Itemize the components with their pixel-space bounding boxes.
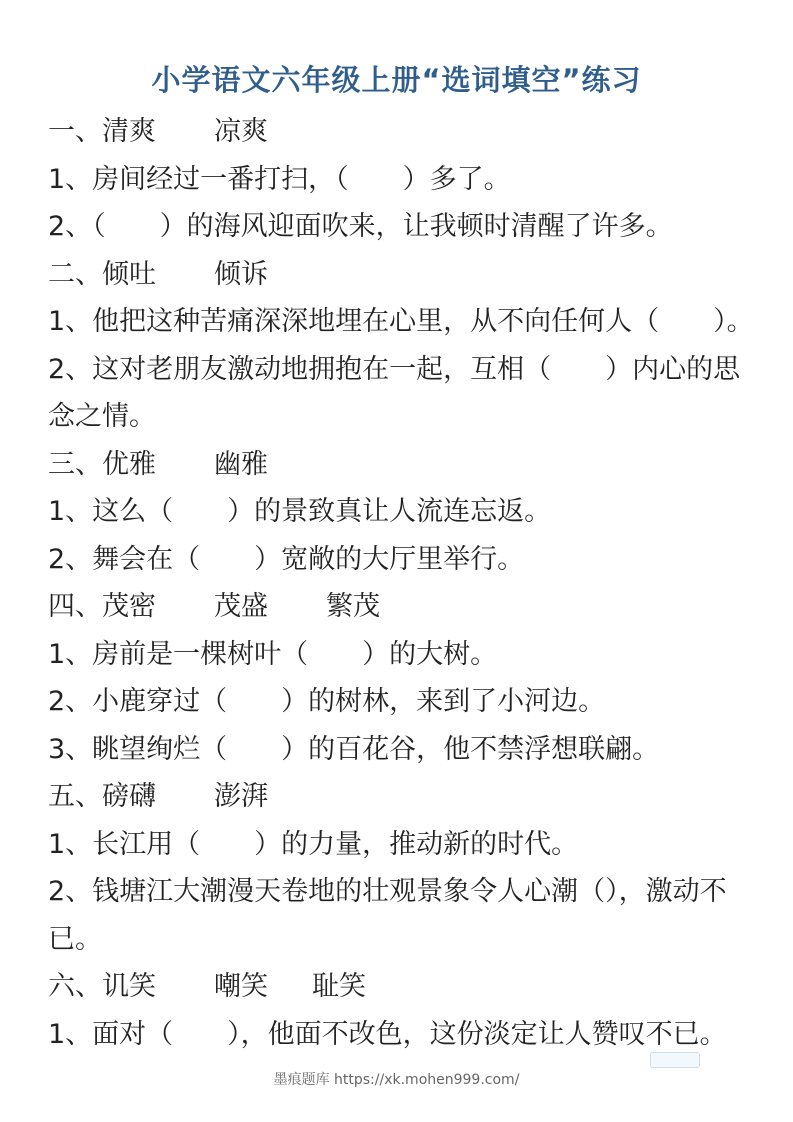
section-heading — [48, 963, 758, 1011]
section-title: 六、讥笑 — [48, 971, 156, 1002]
section-title: 四、茂密 — [48, 591, 156, 622]
exercise-item: 1、房间经过一番打扫，（ ）多了。 — [48, 163, 511, 195]
word-option: 澎湃 — [214, 781, 268, 812]
section-heading — [48, 773, 758, 821]
exercise-item: 2、小鹿穿过（ ）的树林，来到了小河边。 — [48, 686, 606, 717]
section-heading — [48, 108, 758, 156]
exercise-item: 2、舞会在（ ）宽敞的大厅里举行。 — [48, 543, 525, 575]
footer-watermark: 墨痕题库 https://xk.mohen999.com/ — [273, 1072, 520, 1088]
exercise-item: 1、他把这种苦痛深深地埋在心里，从不向任何人（ ）。 — [48, 306, 754, 337]
exercise-item: 2、（ ）的海风迎面吹来，让我顿时清醒了许多。 — [48, 211, 673, 242]
section-title: 二、倾吐 — [48, 258, 156, 290]
section-title: 五、磅礴 — [48, 781, 156, 812]
page-title: 小学语文六年级上册“选词填空”练习 — [151, 63, 642, 97]
word-option: 茂盛 — [214, 591, 268, 622]
exercise-item: 1、面对（ ），他面不改色，这份淡定让人赞叹不已。 — [48, 1018, 727, 1050]
section-heading — [48, 441, 758, 489]
section-heading — [48, 583, 758, 631]
exercise-item: 1、这么（ ）的景致真让人流连忘返。 — [48, 496, 552, 527]
exercise-item: 3、眺望绚烂（ ）的百花谷，他不禁浮想联翩。 — [48, 733, 660, 765]
exercise-item: 2、这对老朋友激动地拥抱在一起，互相（ ）内心的思念之情。 — [48, 353, 741, 432]
word-option: 繁茂 — [326, 591, 380, 622]
section-title: 一、清爽 — [48, 116, 156, 147]
watermark-badge — [650, 1052, 700, 1068]
section-title: 三、优雅 — [48, 448, 156, 480]
exercise-item: 1、长江用（ ）的力量，推动新的时代。 — [48, 828, 579, 860]
exercise-item: 2、钱塘江大潮漫天卷地的壮观景象令人心潮（），激动不已。 — [48, 876, 727, 955]
word-option: 幽雅 — [214, 448, 268, 480]
word-option: 嘲笑 — [214, 971, 268, 1002]
word-option: 耻笑 — [312, 971, 366, 1002]
section-heading — [48, 251, 758, 299]
word-option: 倾诉 — [214, 258, 268, 290]
word-option: 凉爽 — [214, 116, 268, 147]
exercise-item: 1、房前是一棵树叶（ ）的大树。 — [48, 638, 498, 670]
exercise-body — [48, 108, 758, 1058]
